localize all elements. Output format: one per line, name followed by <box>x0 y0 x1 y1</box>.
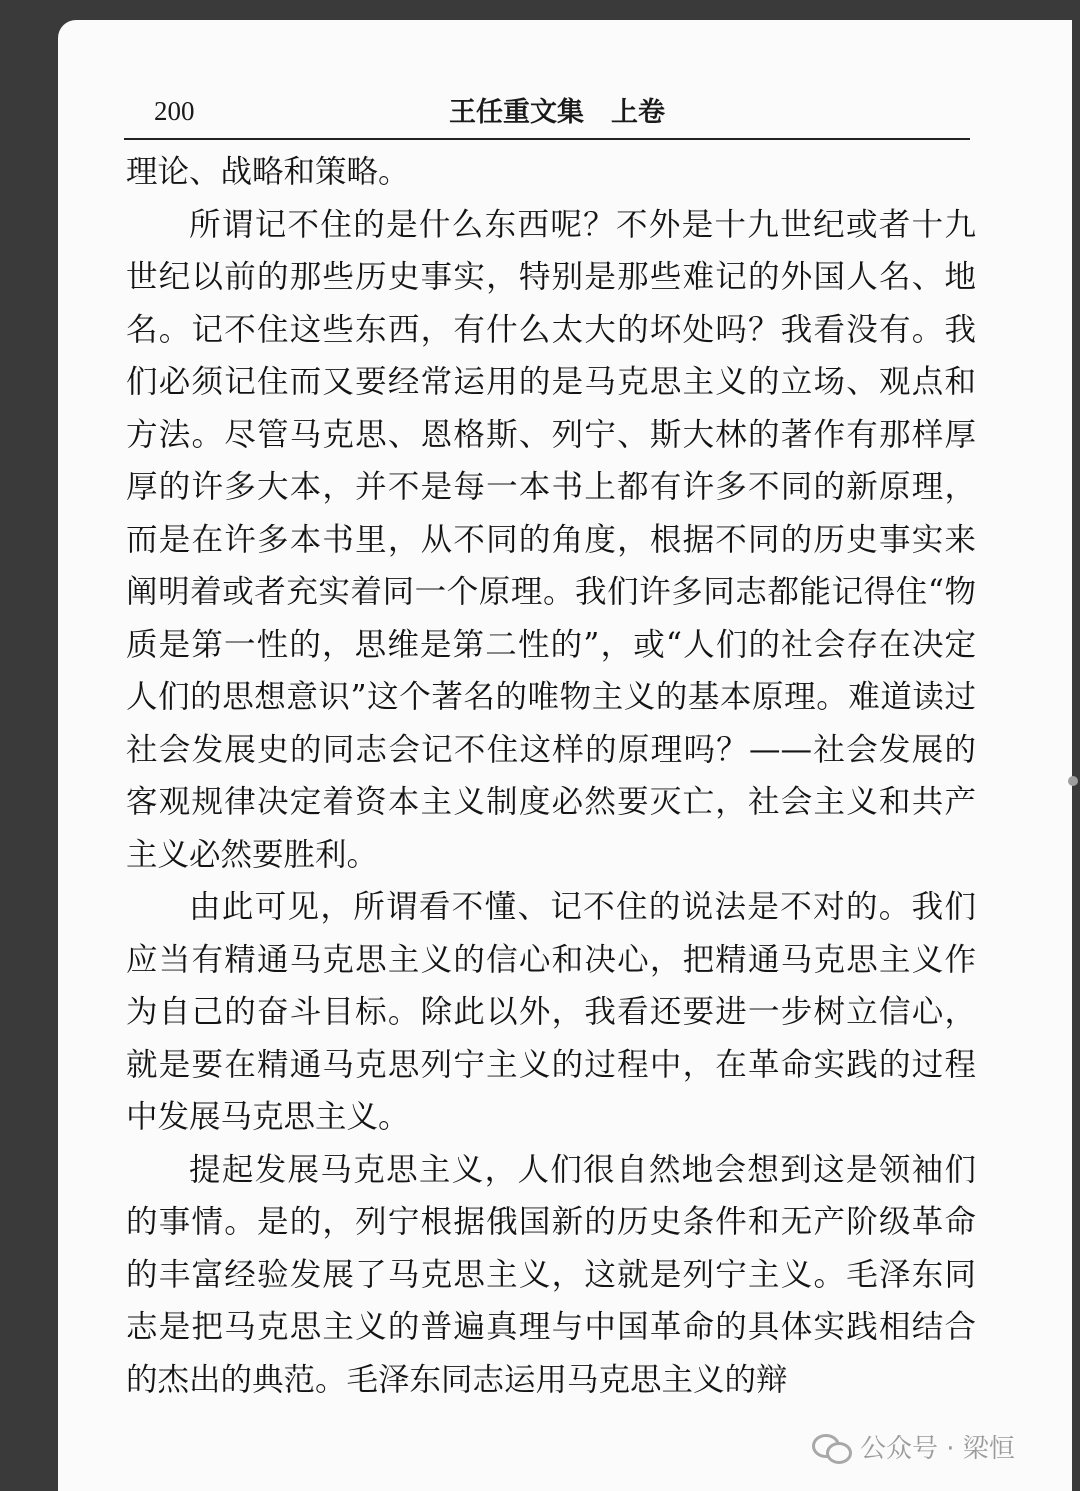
running-title: 王任重文集 上卷 <box>449 97 665 128</box>
paragraph: 理论、战略和策略。 <box>126 154 410 190</box>
page-header <box>124 76 970 140</box>
paragraph: 所谓记不住的是什么东西呢？不外是十九世纪或者十九世纪以前的那些历史事实，特别是那些难记的外国人名、地名。记不住这些东西，有什么太大的坏处吗？我看没有。我们必须记住而又要经常运用的是马克思主义的立场、观点和方法。尽管马克思、恩格斯、列宁、斯大林的著作有那样厚厚的许多大本，并不是每一本书上都有许多不同的新原理，而是在许多本书里，从不同的角度，根据不同的历史事实来阐明着或者充实着同一个原理。我们许多同志都能记得住“物质是第一性的，思维是第二性的”，或“人们的社会存在决定人们的思想意识”这个著名的唯物主义的基本原理。难道读过社会发展史的同志会记不住这样的原理吗？——社会发展的客观规律决定着资本主义制度必然要灭亡，社会主义和共产主义必然要胜利。 <box>126 206 976 873</box>
book-page <box>58 20 1072 1491</box>
scroll-indicator <box>1068 776 1078 786</box>
body-text <box>126 146 976 1406</box>
wechat-icon <box>812 1432 852 1462</box>
paragraph: 由此可见，所谓看不懂、记不住的说法是不对的。我们应当有精通马克思主义的信心和决心，把精通马克思主义作为自己的奋斗目标。除此以外，我看还要进一步树立信心，就是要在精通马克思列宁主义的过程中，在革命实践的过程中发展马克思主义。 <box>126 889 976 1135</box>
watermark <box>812 1428 1015 1465</box>
page-number: 200 <box>154 96 195 126</box>
paragraph: 提起发展马克思主义，人们很自然地会想到这是领袖们的事情。是的，列宁根据俄国新的历史条件和无产阶级革命的丰富经验发展了马克思主义，这就是列宁主义。毛泽东同志是把马克思主义的普遍真理与中国革命的具体实践相结合的杰出的典范。毛泽东同志运用马克思主义的辩 <box>126 1151 976 1398</box>
watermark-text: 公众号 · 梁恒 <box>860 1434 1015 1464</box>
